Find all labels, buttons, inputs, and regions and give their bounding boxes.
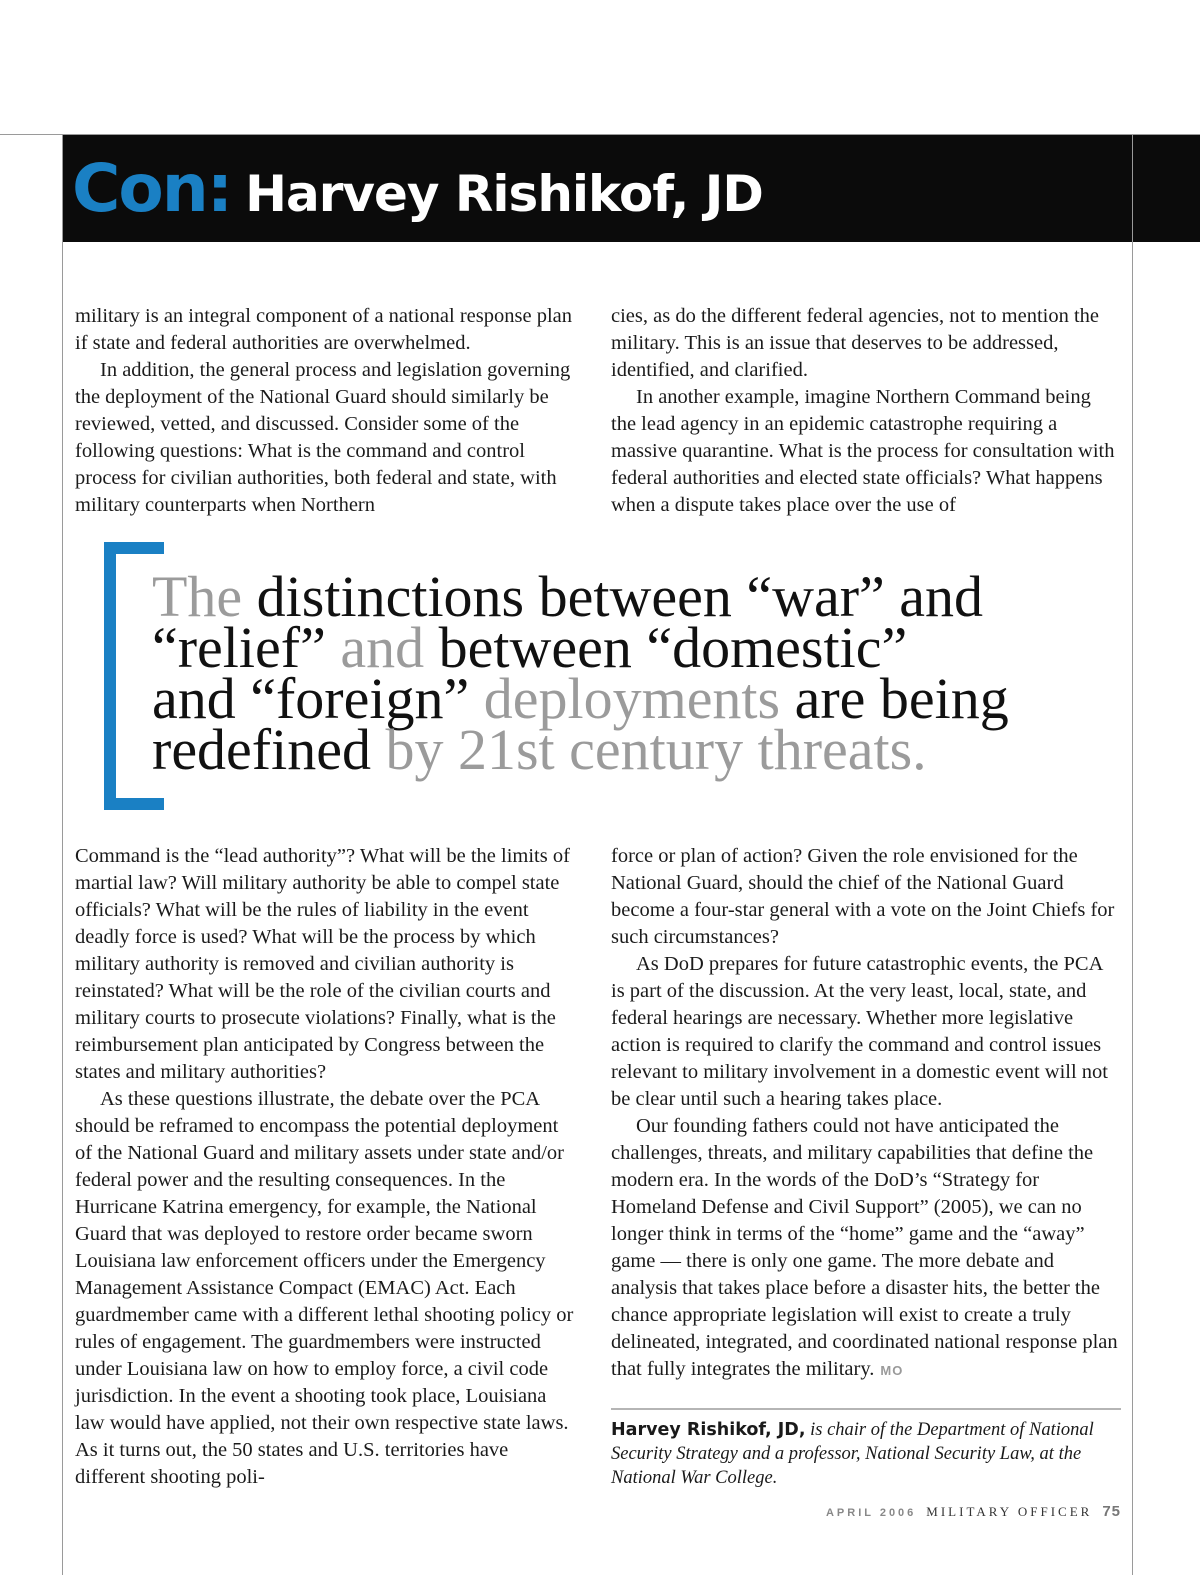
magazine-name: MILITARY OFFICER (926, 1504, 1093, 1519)
author-name: Harvey Rishikof, JD (245, 165, 763, 223)
page-number: 75 (1102, 1503, 1121, 1520)
issue-date: APRIL 2006 (825, 1507, 917, 1519)
closing-paragraph (611, 1113, 1121, 1384)
paragraph: cies, as do the different federal agencies, not to mention the military. This is an issue that deserves to be addressed, identified, and clarified. (611, 305, 1100, 381)
paragraph: As these questions illustrate, the debate over the PCA should be reframed to encompass the potential deployment of the National Guard and military assets under state and/or federal power and the resulting consequences. In the Hurricane Katrina emergency, for example, the National Guard that was deployed to restore order became sworn Louisiana law enforcement officers under the Emergency Management Assistance Compact (EMAC) Act. Each guardmember came with a different lethal shooting policy or rules of engagement. The guardmembers were instructed under Louisiana law on how to employ force, a civil code jurisdiction. In the event a shooting took place, Louisiana law would have applied, not their own respective state laws. As it turns out, the 50 states and U.S. territories have different shooting poli- (75, 1088, 574, 1488)
paragraph: Command is the “lead authority”? What will be the limits of martial law? Will military authority be able to compel state officials? What will be the rules of liability in the event deadly force is used? What will be the process by which military authority is removed and civilian authority is reinstated? What will be the role of the civilian courts and military courts to prosecute violations? Finally, what is the reimbursement plan anticipated by Congress between the states and military authorities? (75, 845, 570, 1083)
quote-bracket-icon (104, 542, 116, 810)
bio-name: Harvey Rishikof, JD, (611, 1420, 806, 1440)
quote-word: distinctions between “war” and (256, 564, 984, 629)
bottom-right-column (611, 843, 1121, 1384)
closing-text: Our founding fathers could not have anticipated the challenges, threats, and military capabilities that define the modern era. In the words of the DoD’s “Strategy for Homeland Defense and Civil Support” (2005), we can no longer think in terms of the “home” game and the “away” game — there is only one game. The more debate and analysis that takes place before a disaster hits, the better the chance appropriate legislation will exist to create a truly delineated, integrated, and coordinated national response plan that fully integrates the military. (611, 1115, 1118, 1380)
author-bio (611, 1418, 1116, 1490)
page-footer (700, 1503, 1121, 1521)
header-tab (1133, 135, 1200, 242)
paragraph: In another example, imagine Northern Command being the lead agency in an epidemic catastrophe requiring a massive quarantine. What is the process for consultation with federal authorities and elected state officials? What happens when a dispute takes place over the use of (611, 386, 1115, 516)
top-left-column (75, 303, 575, 519)
quote-word: are being (794, 666, 1009, 731)
paragraph: military is an integral component of a national response plan if state and federal authorities are overwhelmed. (75, 305, 572, 354)
page-headline (72, 150, 763, 227)
pull-quote (152, 564, 1127, 782)
paragraph: As DoD prepares for future catastrophic events, the PCA is part of the discussion. At the very least, local, state, and federal hearings are necessary. Whether more legislative action is required to clarify the command and control issues relevant to military involvement in a domestic event will not be clear until such a hearing takes place. (611, 953, 1109, 1110)
top-right-column (611, 303, 1121, 519)
quote-word: by 21st century threats. (385, 717, 927, 782)
paragraph: In addition, the general process and legislation governing the deployment of the National Guard should similarly be reviewed, vetted, and discussed. Consider some of the following questions: What is the command and control process for civilian authorities, both federal and state, with military counterparts when Northern (75, 359, 571, 516)
quote-bracket-top (104, 542, 164, 554)
end-mark: MO (880, 1363, 904, 1378)
bottom-left-column (75, 843, 575, 1491)
quote-word: between “domestic” (438, 615, 908, 680)
quote-word: “relief” (152, 615, 326, 680)
right-margin-rule (1132, 134, 1133, 1575)
quote-word: redefined (152, 717, 371, 782)
left-margin-rule (62, 134, 63, 1575)
quote-bracket-bottom (104, 798, 164, 810)
quote-word: deployments (483, 666, 781, 731)
con-label: Con: (72, 150, 232, 227)
quote-word: and (340, 615, 425, 680)
bio-text: is chair of the Department of National Security Strategy and a professor, National Security Law, at the National War College. (611, 1420, 1094, 1488)
paragraph: force or plan of action? Given the role envisioned for the National Guard, should the chief of the National Guard become a four-star general with a vote on the Joint Chiefs for such circumstances? (611, 845, 1115, 948)
quote-word: The (152, 564, 243, 629)
quote-word: and “foreign” (152, 666, 470, 731)
bio-divider (611, 1408, 1121, 1410)
